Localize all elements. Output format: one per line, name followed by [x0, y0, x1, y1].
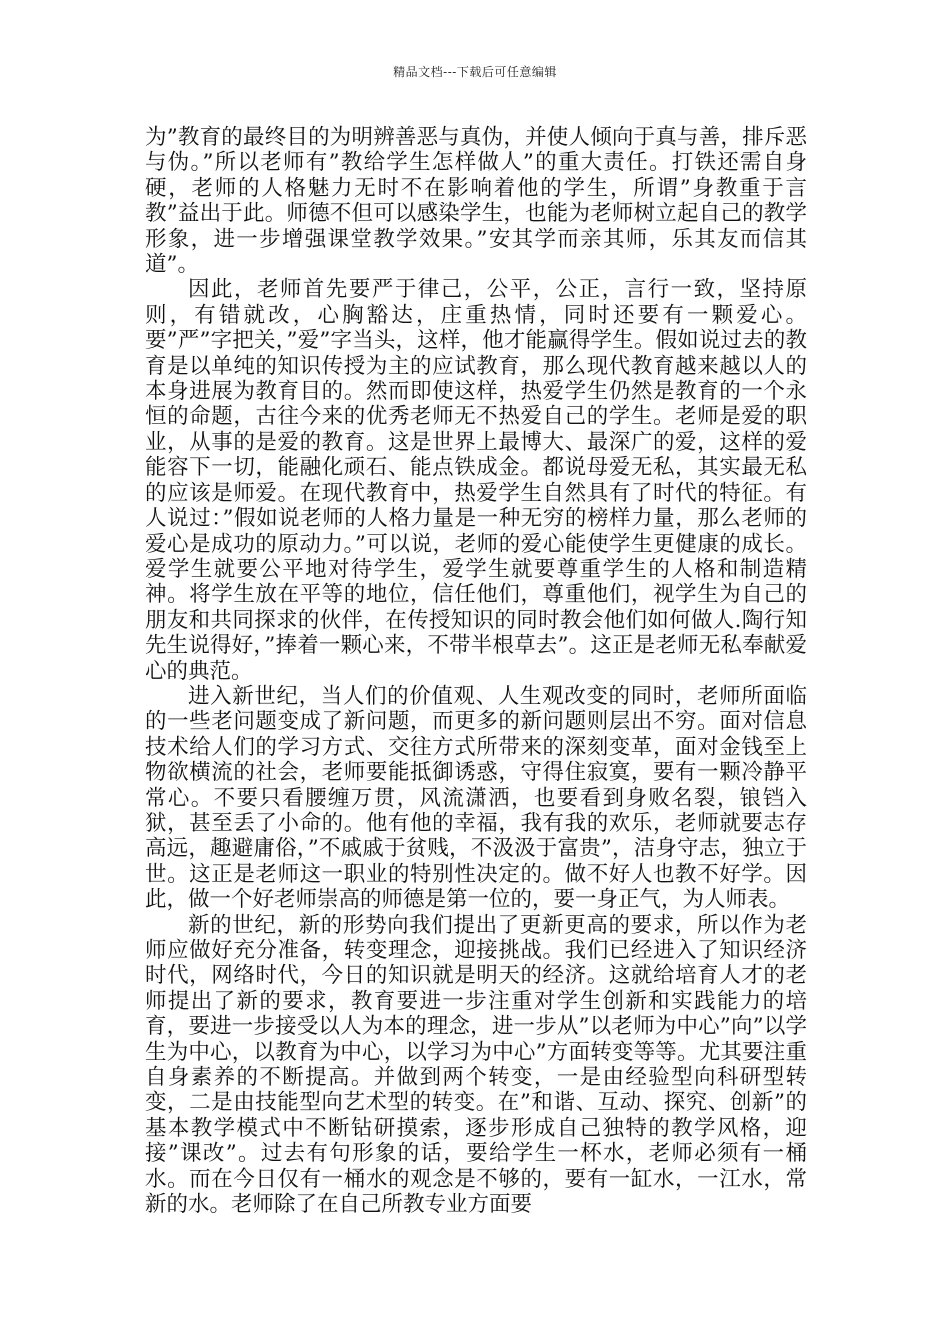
page-header: 精品文档---下载后可任意编辑 — [393, 65, 557, 79]
paragraph: 新的世纪，新的形势向我们提出了更新更高的要求，所以作为老师应做好充分准备，转变理念，迎接挑战。我们已经进入了知识经济时代，网络时代，今日的知识就是明天的经济。这就给培育人才的老师提出了新的要求，教育要进一步注重对学生创新和实践能力的培育，要进一步接受以人为本的理念，进一步从”以老师为中心”向”以学生为中心，以教育为中心，以学习为中心”方面转变等等。尤其要注重自身素养的不断提高。并做到两个转变，一是由经验型向科研型转变，二是由技能型向艺术型的转变。在”和谐、互动、探究、创新”的基本教学模式中不断钻研摸索，逐步形成自己独特的教学风格，迎接”课改”。过去有句形象的话，要给学生一杯水，老师必须有一桶水。而在今日仅有一桶水的观念是不够的，要有一缸水，一江水，常新的水。老师除了在自己所教专业方面要 — [145, 912, 807, 1218]
paragraph: 进入新世纪，当人们的价值观、人生观改变的同时，老师所面临的一些老问题变成了新问题，而更多的新问题则层出不穷。面对信息技术给人们的学习方式、交往方式所带来的深刻变革，面对金钱至上物欲横流的社会，老师要能抵御诱惑，守得住寂寞，要有一颗冷静平常心。不要只看腰缠万贯，风流潇洒，也要看到身败名裂，锒铛入狱，甚至丢了小命的。他有他的幸福，我有我的欢乐，老师就要志存高远，趣避庸俗，”不戚戚于贫贱，不汲汲于富贵”，洁身守志，独立于世。这正是老师这一职业的特别性决定的。做不好人也教不好学。因此，做一个好老师崇高的师德是第一位的，要一身正气，为人师表。 — [145, 683, 807, 913]
paragraph: 为”教育的最终目的为明辨善恶与真伪，并使人倾向于真与善，排斥恶与伪。”所以老师有”教给学生怎样做人”的重大责任。打铁还需自身硬，老师的人格魅力无时不在影响着他的学生，所谓”身教重于言教”益出于此。师德不但可以感染学生，也能为老师树立起自己的教学形象，进一步增强课堂教学效果。”安其学而亲其师，乐其友而信其道”。 — [145, 125, 807, 278]
document-body — [145, 125, 807, 1217]
paragraph: 因此，老师首先要严于律己，公平，公正，言行一致，坚持原则，有错就改，心胸豁达，庄重热情，同时还要有一颗爱心。要”严”字把关，”爱”字当头，这样，他才能赢得学生。假如说过去的教育是以单纯的知识传授为主的应试教育，那么现代教育越来越以人的本身进展为教育目的。然而即使这样，热爱学生仍然是教育的一个永恒的命题，古往今来的优秀老师无不热爱自己的学生。老师是爱的职业，从事的是爱的教育。这是世界上最博大、最深广的爱，这样的爱能容下一切，能融化顽石、能点铁成金。都说母爱无私，其实最无私的应该是师爱。在现代教育中，热爱学生自然具有了时代的特征。有人说过：”假如说老师的人格力量是一种无穷的榜样力量，那么老师的爱心是成功的原动力。”可以说，老师的爱心能使学生更健康的成长。爱学生就要公平地对待学生，爱学生就要尊重学生的人格和制造精神。将学生放在平等的地位，信任他们，尊重他们，视学生为自己的朋友和共同探求的伙伴，在传授知识的同时教会他们如何做人.陶行知先生说得好，”捧着一颗心来，不带半根草去”。这正是老师无私奉献爱心的典范。 — [145, 277, 807, 684]
